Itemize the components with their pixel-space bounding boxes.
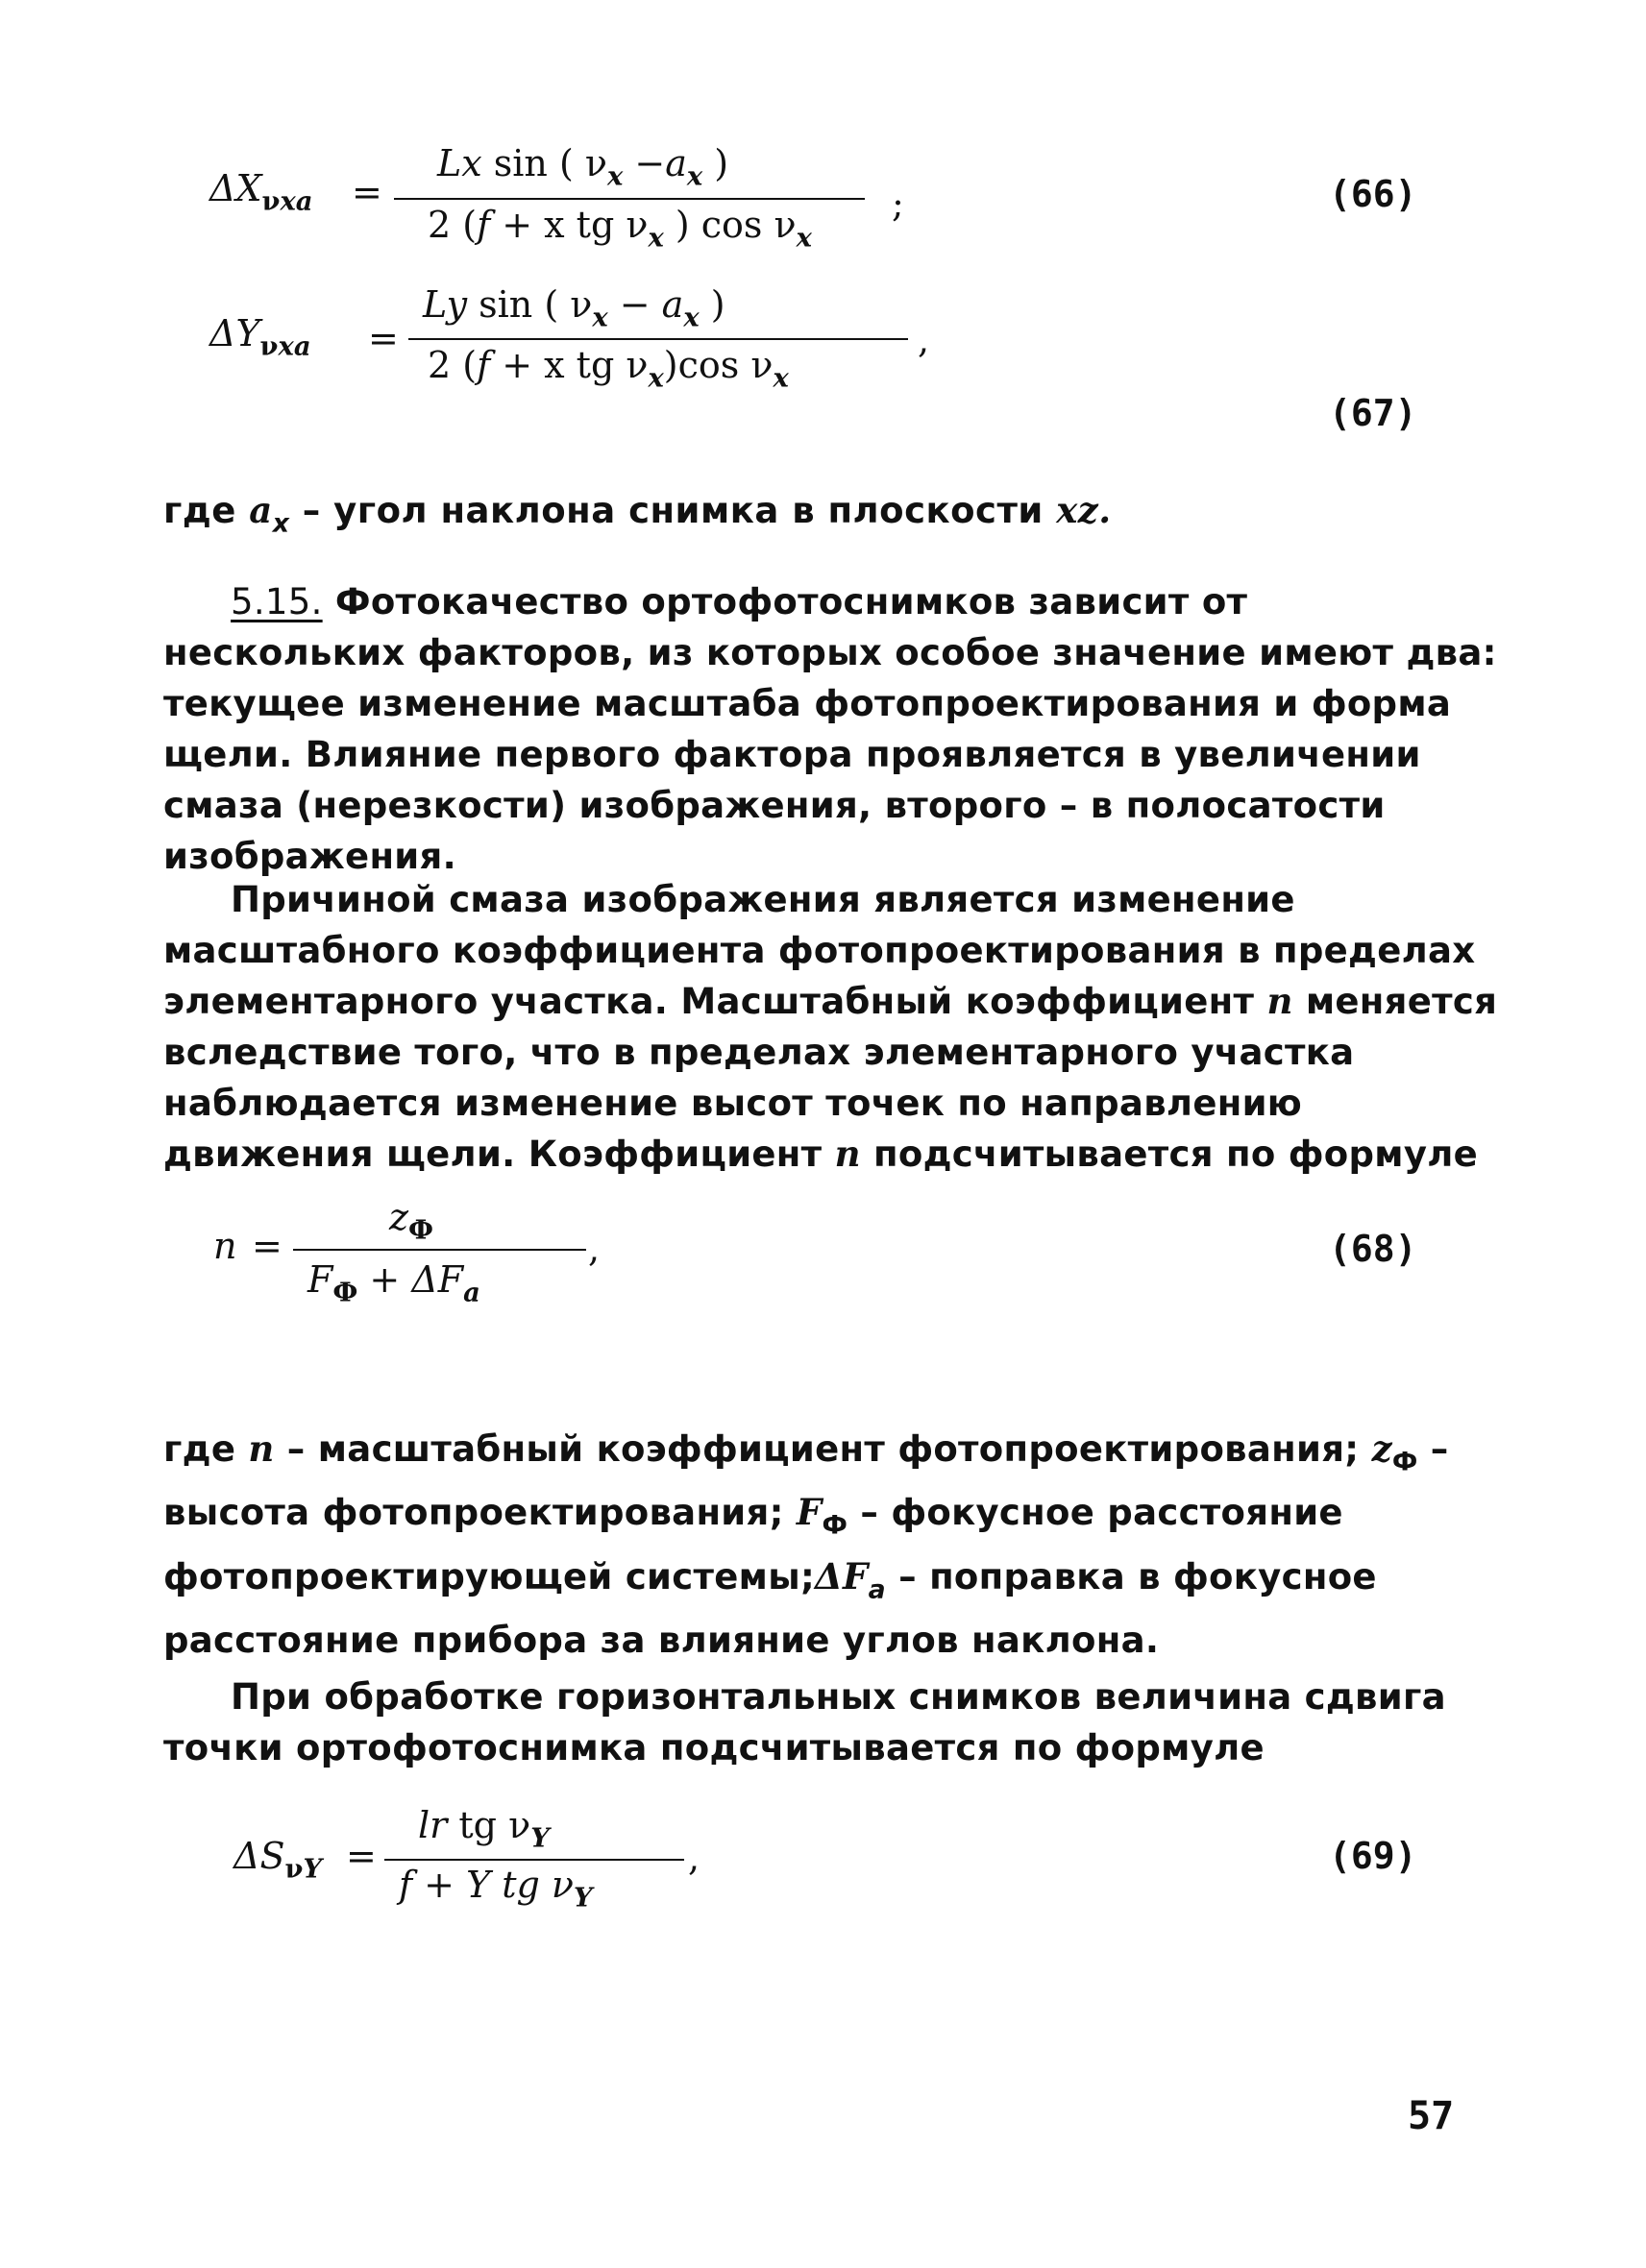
formula-66-number: (66): [1329, 173, 1417, 215]
where-ax-rest: – угол наклона снимка в плоскости: [289, 490, 1057, 531]
formula-67-fraction-bar: [408, 338, 908, 340]
where-n-text-c: – высота фотопроектирования;: [163, 1428, 1449, 1534]
where-n-text-b: – масштабный коэффициент фотопроектирования;: [274, 1428, 1372, 1470]
formula-67-num-e: x: [683, 302, 700, 333]
formula-66-numerator: [437, 142, 728, 192]
formula-68-den-c: + ΔF: [357, 1258, 464, 1301]
where-ax-line: [163, 485, 1112, 549]
formula-69-den-a: f: [399, 1864, 413, 1906]
formula-67-lhs-sub: ν: [259, 330, 279, 362]
cause-sym-n1: n: [1266, 980, 1293, 1022]
formula-69-num-c: Y: [530, 1822, 550, 1854]
formula-67-den-d: x: [648, 362, 664, 394]
where-n-sym2: z: [1371, 1427, 1392, 1470]
formula-68-numerator: [389, 1196, 433, 1246]
formula-67-num-b: sin ( ν: [467, 283, 593, 326]
formula-67-den-e: )cos ν: [663, 344, 774, 386]
formula-67-lhs: ΔY: [209, 312, 260, 354]
formula-69-den-b: + Y tg ν: [412, 1864, 575, 1906]
formula-67-lhs-sub2: x: [278, 330, 294, 362]
formula-67-number: (67): [1329, 392, 1417, 434]
formula-66-den-d: x: [648, 222, 664, 254]
formula-69-number: (69): [1329, 1835, 1417, 1877]
formula-67-lhs-sub3: a: [293, 330, 311, 362]
formula-69-eq: =: [346, 1835, 377, 1877]
formula-69-num-b: tg ν: [447, 1804, 531, 1846]
where-ax-sym: a: [249, 489, 273, 531]
formula-69-denominator: [399, 1864, 593, 1914]
where-ax-sym-sub: x: [272, 508, 290, 539]
formula-69-numerator: [418, 1804, 550, 1854]
formula-66-denominator: [428, 204, 812, 254]
cause-sym-n2: n: [834, 1133, 861, 1175]
formula-66-den-f: x: [796, 222, 812, 254]
formula-68-num-b: Ф: [408, 1214, 433, 1246]
formula-66-trail: ;: [892, 183, 904, 225]
formula-68-number: (68): [1329, 1228, 1417, 1270]
where-n-text-a: где: [163, 1428, 249, 1470]
formula-69-num-a: lr: [418, 1804, 448, 1846]
formula-66-den-c: + x tg ν: [490, 204, 649, 246]
formula-68-den-b: Ф: [332, 1277, 358, 1308]
page-number: 57: [1408, 2094, 1455, 2138]
formula-67-denominator: [428, 344, 789, 394]
formula-66-fraction-bar: [394, 198, 865, 200]
formula-66-den-a: 2 (: [428, 204, 478, 246]
formula-66-num-b: sin ( ν: [481, 142, 607, 184]
formula-68-den-a: F: [307, 1258, 333, 1301]
formula-69-den-c: Y: [574, 1882, 593, 1914]
formula-67-num-d: − a: [607, 283, 684, 326]
formula-66-eq: =: [352, 171, 382, 213]
formula-66-num-e: x: [686, 160, 703, 192]
formula-66-num-d: −a: [623, 142, 687, 184]
cause-text-a: Причиной смаза изображения является изменение масштабного коэффициента фотопроектирования в пределах элементарного участка. Масштабный коэффициент: [163, 879, 1476, 1022]
paragraph-horizontal: При обработке горизонтальных снимков величина сдвига точки ортофотоснимка подсчитывается по формуле: [163, 1676, 1446, 1768]
formula-69-fraction-bar: [384, 1859, 684, 1861]
where-n-sym4: ΔF: [815, 1554, 869, 1597]
formula-67-den-f: x: [773, 362, 789, 394]
where-n-sym4-sub: a: [868, 1573, 886, 1604]
paragraph-cause: [163, 874, 1499, 1180]
formula-67-numerator: [423, 283, 725, 333]
formula-66-lhs-sub2: x: [280, 185, 296, 217]
formula-69-trail: ,: [688, 1837, 700, 1879]
formula-68-trail: ,: [588, 1228, 601, 1270]
where-ax-start: где: [163, 490, 236, 531]
where-n-text-d: – фокусное расстояние фотопроектирующей системы;: [163, 1492, 1343, 1597]
formula-69-lhs-sub2: Y: [303, 1853, 322, 1885]
formula-66-lhs-sub: ν: [261, 185, 281, 217]
formula-66-num-f: ): [702, 142, 729, 184]
formula-66-den-e: ) cos ν: [663, 204, 797, 246]
formula-69-lhs-sub: ν: [284, 1853, 304, 1885]
formula-66-num-c: x: [606, 160, 624, 192]
paragraph-5-15-text: Фотокачество ортофотоснимков зависит от нескольких факторов, из которых особое значение имеют два: текущее изменение масштаба фотопроектирования и форма щели. Влияние первого фактора проявляется в увеличении смаза (нерезкости) изображения, второго – в полосатости изображения.: [163, 581, 1497, 877]
cause-text-b: меняется вследствие того, что в пределах элементарного участка наблюдается изменение высот точек по направлению движения щели. Коэффициент: [163, 981, 1498, 1175]
paragraph-where-n: [163, 1424, 1499, 1666]
formula-68-denominator: [307, 1258, 480, 1308]
cause-text-c: подсчитывается по формуле: [860, 1134, 1479, 1175]
formula-67-num-f: ): [699, 283, 725, 326]
where-n-sym3: F: [796, 1491, 823, 1534]
formula-67-den-c: + x tg ν: [490, 344, 649, 386]
formula-68-den-d: a: [463, 1277, 480, 1308]
formula-68-num-a: z: [389, 1196, 409, 1238]
formula-66-lhs: ΔX: [209, 167, 262, 209]
formula-68-fraction-bar: [293, 1249, 586, 1251]
formula-67-eq: =: [368, 317, 399, 359]
where-n-sym3-sub: Ф: [822, 1510, 848, 1541]
paragraph-5-15: [163, 576, 1499, 882]
where-ax-plane: xz.: [1056, 489, 1112, 531]
formula-66-den-b: f: [477, 204, 491, 246]
section-number: 5.15.: [231, 581, 323, 622]
where-n-sym1: n: [248, 1427, 275, 1470]
formula-68-lhs: n: [213, 1225, 237, 1267]
formula-67-den-a: 2 (: [428, 344, 478, 386]
where-n-sym2-sub: Ф: [1391, 1447, 1418, 1477]
formula-69-lhs: ΔS: [233, 1835, 285, 1877]
where-n-text-e: – поправка в фокусное расстояние прибора за влияние углов наклона.: [163, 1555, 1377, 1661]
formula-66-lhs-sub3: a: [295, 185, 313, 217]
formula-67-num-c: x: [592, 302, 608, 333]
formula-67-trail: ,: [918, 319, 930, 361]
formula-67-num-a: Ly: [423, 283, 468, 326]
formula-66-num-a: Lx: [437, 142, 482, 184]
formula-67-den-b: f: [477, 344, 491, 386]
formula-68-eq: =: [252, 1225, 283, 1267]
